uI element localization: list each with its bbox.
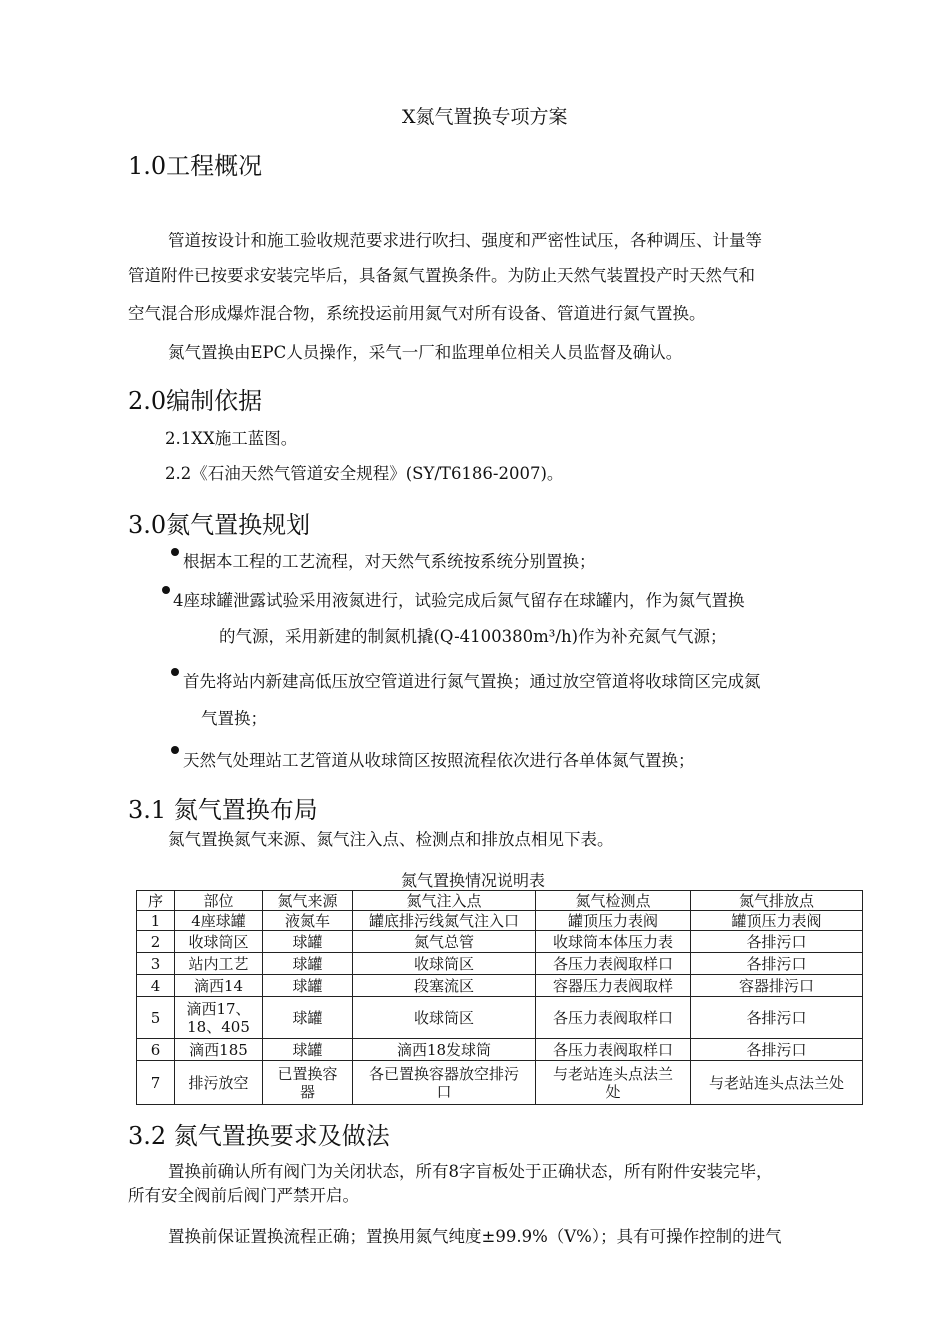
table-header-cell: 部位 [175,891,263,911]
table-header-cell: 氮气来源 [263,891,353,911]
bullet-item-1: 根据本工程的工艺流程，对天然气系统按系统分别置换； [183,552,596,571]
document-title: X氮气置换专项方案 [402,106,568,128]
table-row [137,1039,863,1061]
table-cell: 各排污口 [691,953,863,975]
table-header-cell: 氮气检测点 [536,891,691,911]
table-cell: 收球筒区 [353,953,536,975]
table-cell: 站内工艺 [175,953,263,975]
table-cell: 滴西17、 18、405 [175,997,263,1039]
table-cell: 球罐 [263,1039,353,1061]
bullet-item-4: 天然气处理站工艺管道从收球筒区按照流程依次进行各单体氮气置换； [183,751,695,770]
table-cell: 各排污口 [691,1039,863,1061]
table-cell: 容器压力表阀取样 [536,975,691,997]
table-header-cell: 序 [137,891,175,911]
paragraph-operation: 氮气置换由EPC人员操作，采气一厂和监理单位相关人员监督及确认。 [168,343,683,362]
table-cell: 与老站连头点法兰处 [691,1061,863,1105]
table-cell: 4 [137,975,175,997]
bullet-item-3-line-2: 气置换； [201,709,267,728]
section-heading-3-2: 3.2 氮气置换要求及做法 [128,1122,390,1150]
section-heading-1: 1.0工程概况 [128,152,263,180]
bullet-dot-3 [171,668,179,676]
table-row [137,1061,863,1105]
table-cell: 已置换容 器 [263,1061,353,1105]
layout-intro: 氮气置换氮气来源、氮气注入点、检测点和排放点相见下表。 [168,830,614,849]
bullet-dot-1 [171,548,179,556]
table-row [137,931,863,953]
table-cell: 滴西14 [175,975,263,997]
table-cell: 6 [137,1039,175,1061]
table-cell: 排污放空 [175,1061,263,1105]
table-row [137,975,863,997]
requirement-para-1-line-2: 所有安全阀前后阀门严禁开启。 [128,1186,359,1205]
table-cell: 1 [137,911,175,931]
bullet-item-2-line-1: 4座球罐泄露试验采用液氮进行，试验完成后氮气留存在球罐内，作为氮气置换 [173,591,745,610]
table-cell: 液氮车 [263,911,353,931]
table-cell: 5 [137,997,175,1039]
requirement-para-2: 置换前保证置换流程正确；置换用氮气纯度±99.9%（V%）；具有可操作控制的进气 [168,1227,782,1246]
table-row [137,953,863,975]
table-cell: 氮气总管 [353,931,536,953]
table-cell: 3 [137,953,175,975]
bullet-dot-2 [162,586,170,594]
table-row [137,997,863,1039]
table-cell: 容器排污口 [691,975,863,997]
section-heading-3: 3.0氮气置换规划 [128,511,311,539]
table-cell: 滴西185 [175,1039,263,1061]
table-cell: 罐底排污线氮气注入口 [353,911,536,931]
table-cell: 各压力表阀取样口 [536,997,691,1039]
section-heading-3-1: 3.1 氮气置换布局 [128,796,318,824]
table-cell: 滴西18发球筒 [353,1039,536,1061]
section-heading-2: 2.0编制依据 [128,387,263,415]
table-cell: 各排污口 [691,997,863,1039]
table-cell: 收球筒本体压力表 [536,931,691,953]
paragraph-overview-line-3: 空气混合形成爆炸混合物，系统投运前用氮气对所有设备、管道进行氮气置换。 [128,304,706,323]
table-caption: 氮气置换情况说明表 [401,871,546,890]
table-cell: 球罐 [263,975,353,997]
table-cell: 各已置换容器放空排污 口 [353,1061,536,1105]
table-header-row [137,891,863,911]
bullet-dot-4 [171,746,179,754]
basis-item-1: 2.1XX施工蓝图。 [165,429,298,448]
basis-item-2: 2.2《石油天然气管道安全规程》(SY/T6186-2007)。 [165,464,564,483]
paragraph-overview-line-2: 管道附件已按要求安装完毕后，具备氮气置换条件。为防止天然气装置投产时天然气和 [128,266,755,285]
requirement-para-1-line-1: 置换前确认所有阀门为关闭状态，所有8字盲板处于正确状态，所有附件安装完毕， [168,1162,773,1181]
table-header-cell: 氮气排放点 [691,891,863,911]
paragraph-overview-line-1: 管道按设计和施工验收规范要求进行吹扫、强度和严密性试压，各种调压、计量等 [168,231,762,250]
table-cell: 收球筒区 [353,997,536,1039]
table-cell: 球罐 [263,931,353,953]
table-cell: 7 [137,1061,175,1105]
table-row [137,911,863,931]
table-header-cell: 氮气注入点 [353,891,536,911]
table-cell: 球罐 [263,953,353,975]
table-cell: 罐顶压力表阀 [691,911,863,931]
table-cell: 4座球罐 [175,911,263,931]
bullet-item-2-line-2: 的气源，采用新建的制氮机撬(Q-4100380m³/h)作为补充氮气气源； [219,627,727,646]
table-cell: 段塞流区 [353,975,536,997]
table-cell: 罐顶压力表阀 [536,911,691,931]
table-cell: 球罐 [263,997,353,1039]
table-cell: 2 [137,931,175,953]
table-cell: 各排污口 [691,931,863,953]
table-cell: 与老站连头点法兰 处 [536,1061,691,1105]
table-cell: 各压力表阀取样口 [536,1039,691,1061]
bullet-item-3-line-1: 首先将站内新建高低压放空管道进行氮气置换；通过放空管道将收球筒区完成氮 [183,672,761,691]
replacement-table [136,890,863,1105]
table-cell: 各压力表阀取样口 [536,953,691,975]
table-cell: 收球筒区 [175,931,263,953]
